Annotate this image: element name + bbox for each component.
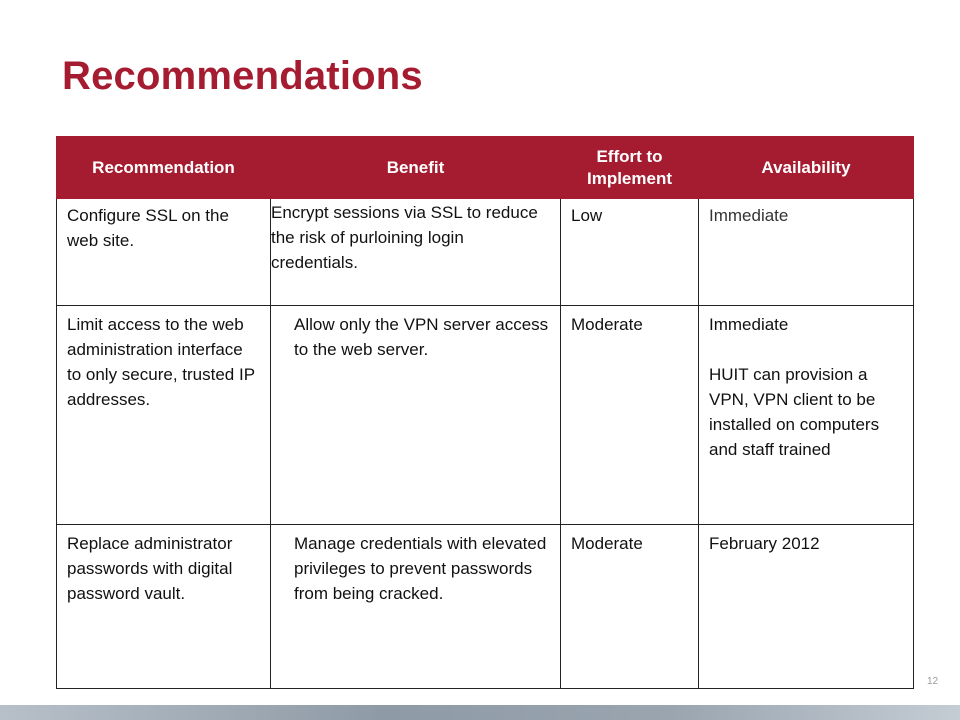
spacer bbox=[709, 337, 903, 362]
effort-text: Moderate bbox=[571, 534, 643, 553]
cell-availability bbox=[699, 306, 914, 525]
benefit-text: Manage credentials with elevated privileges to prevent passwords from being cracked. bbox=[294, 534, 547, 603]
table-row bbox=[57, 525, 914, 689]
cell-benefit bbox=[271, 306, 561, 525]
benefit-text: Allow only the VPN server access to the web server. bbox=[294, 315, 549, 359]
availability-text: Immediate bbox=[709, 206, 789, 225]
cell-benefit bbox=[271, 525, 561, 689]
recommendation-text: Replace administrator passwords with digital password vault. bbox=[67, 534, 233, 603]
table-row bbox=[57, 199, 914, 306]
recommendation-text: Limit access to the web administration interface to only secure, trusted IP addresses. bbox=[67, 315, 255, 409]
header-availability: Availability bbox=[699, 137, 914, 199]
availability-note: HUIT can provision a VPN, VPN client to be installed on computers and staff trained bbox=[709, 365, 880, 459]
cell-benefit bbox=[271, 199, 561, 306]
page-number: 12 bbox=[927, 676, 939, 687]
table-row bbox=[57, 306, 914, 525]
recommendation-text: Configure SSL on the web site. bbox=[67, 206, 229, 250]
header-effort: Effort to Implement bbox=[561, 137, 699, 199]
footer-band bbox=[0, 705, 960, 720]
cell-availability bbox=[699, 199, 914, 306]
slide-title: Recommendations bbox=[62, 54, 423, 98]
cell-effort bbox=[561, 306, 699, 525]
effort-text: Moderate bbox=[571, 315, 643, 334]
cell-effort bbox=[561, 199, 699, 306]
cell-availability bbox=[699, 525, 914, 689]
cell-recommendation bbox=[57, 199, 271, 306]
availability-text: Immediate bbox=[709, 315, 789, 334]
table-header-row bbox=[57, 137, 914, 199]
availability-text: February 2012 bbox=[709, 534, 820, 553]
header-benefit: Benefit bbox=[271, 137, 561, 199]
effort-text: Low bbox=[571, 206, 603, 225]
cell-recommendation bbox=[57, 306, 271, 525]
cell-effort bbox=[561, 525, 699, 689]
header-recommendation: Recommendation bbox=[57, 137, 271, 199]
benefit-text: Encrypt sessions via SSL to reduce the risk of purloining login credentials. bbox=[271, 203, 538, 272]
cell-recommendation bbox=[57, 525, 271, 689]
recommendations-table bbox=[56, 136, 914, 689]
